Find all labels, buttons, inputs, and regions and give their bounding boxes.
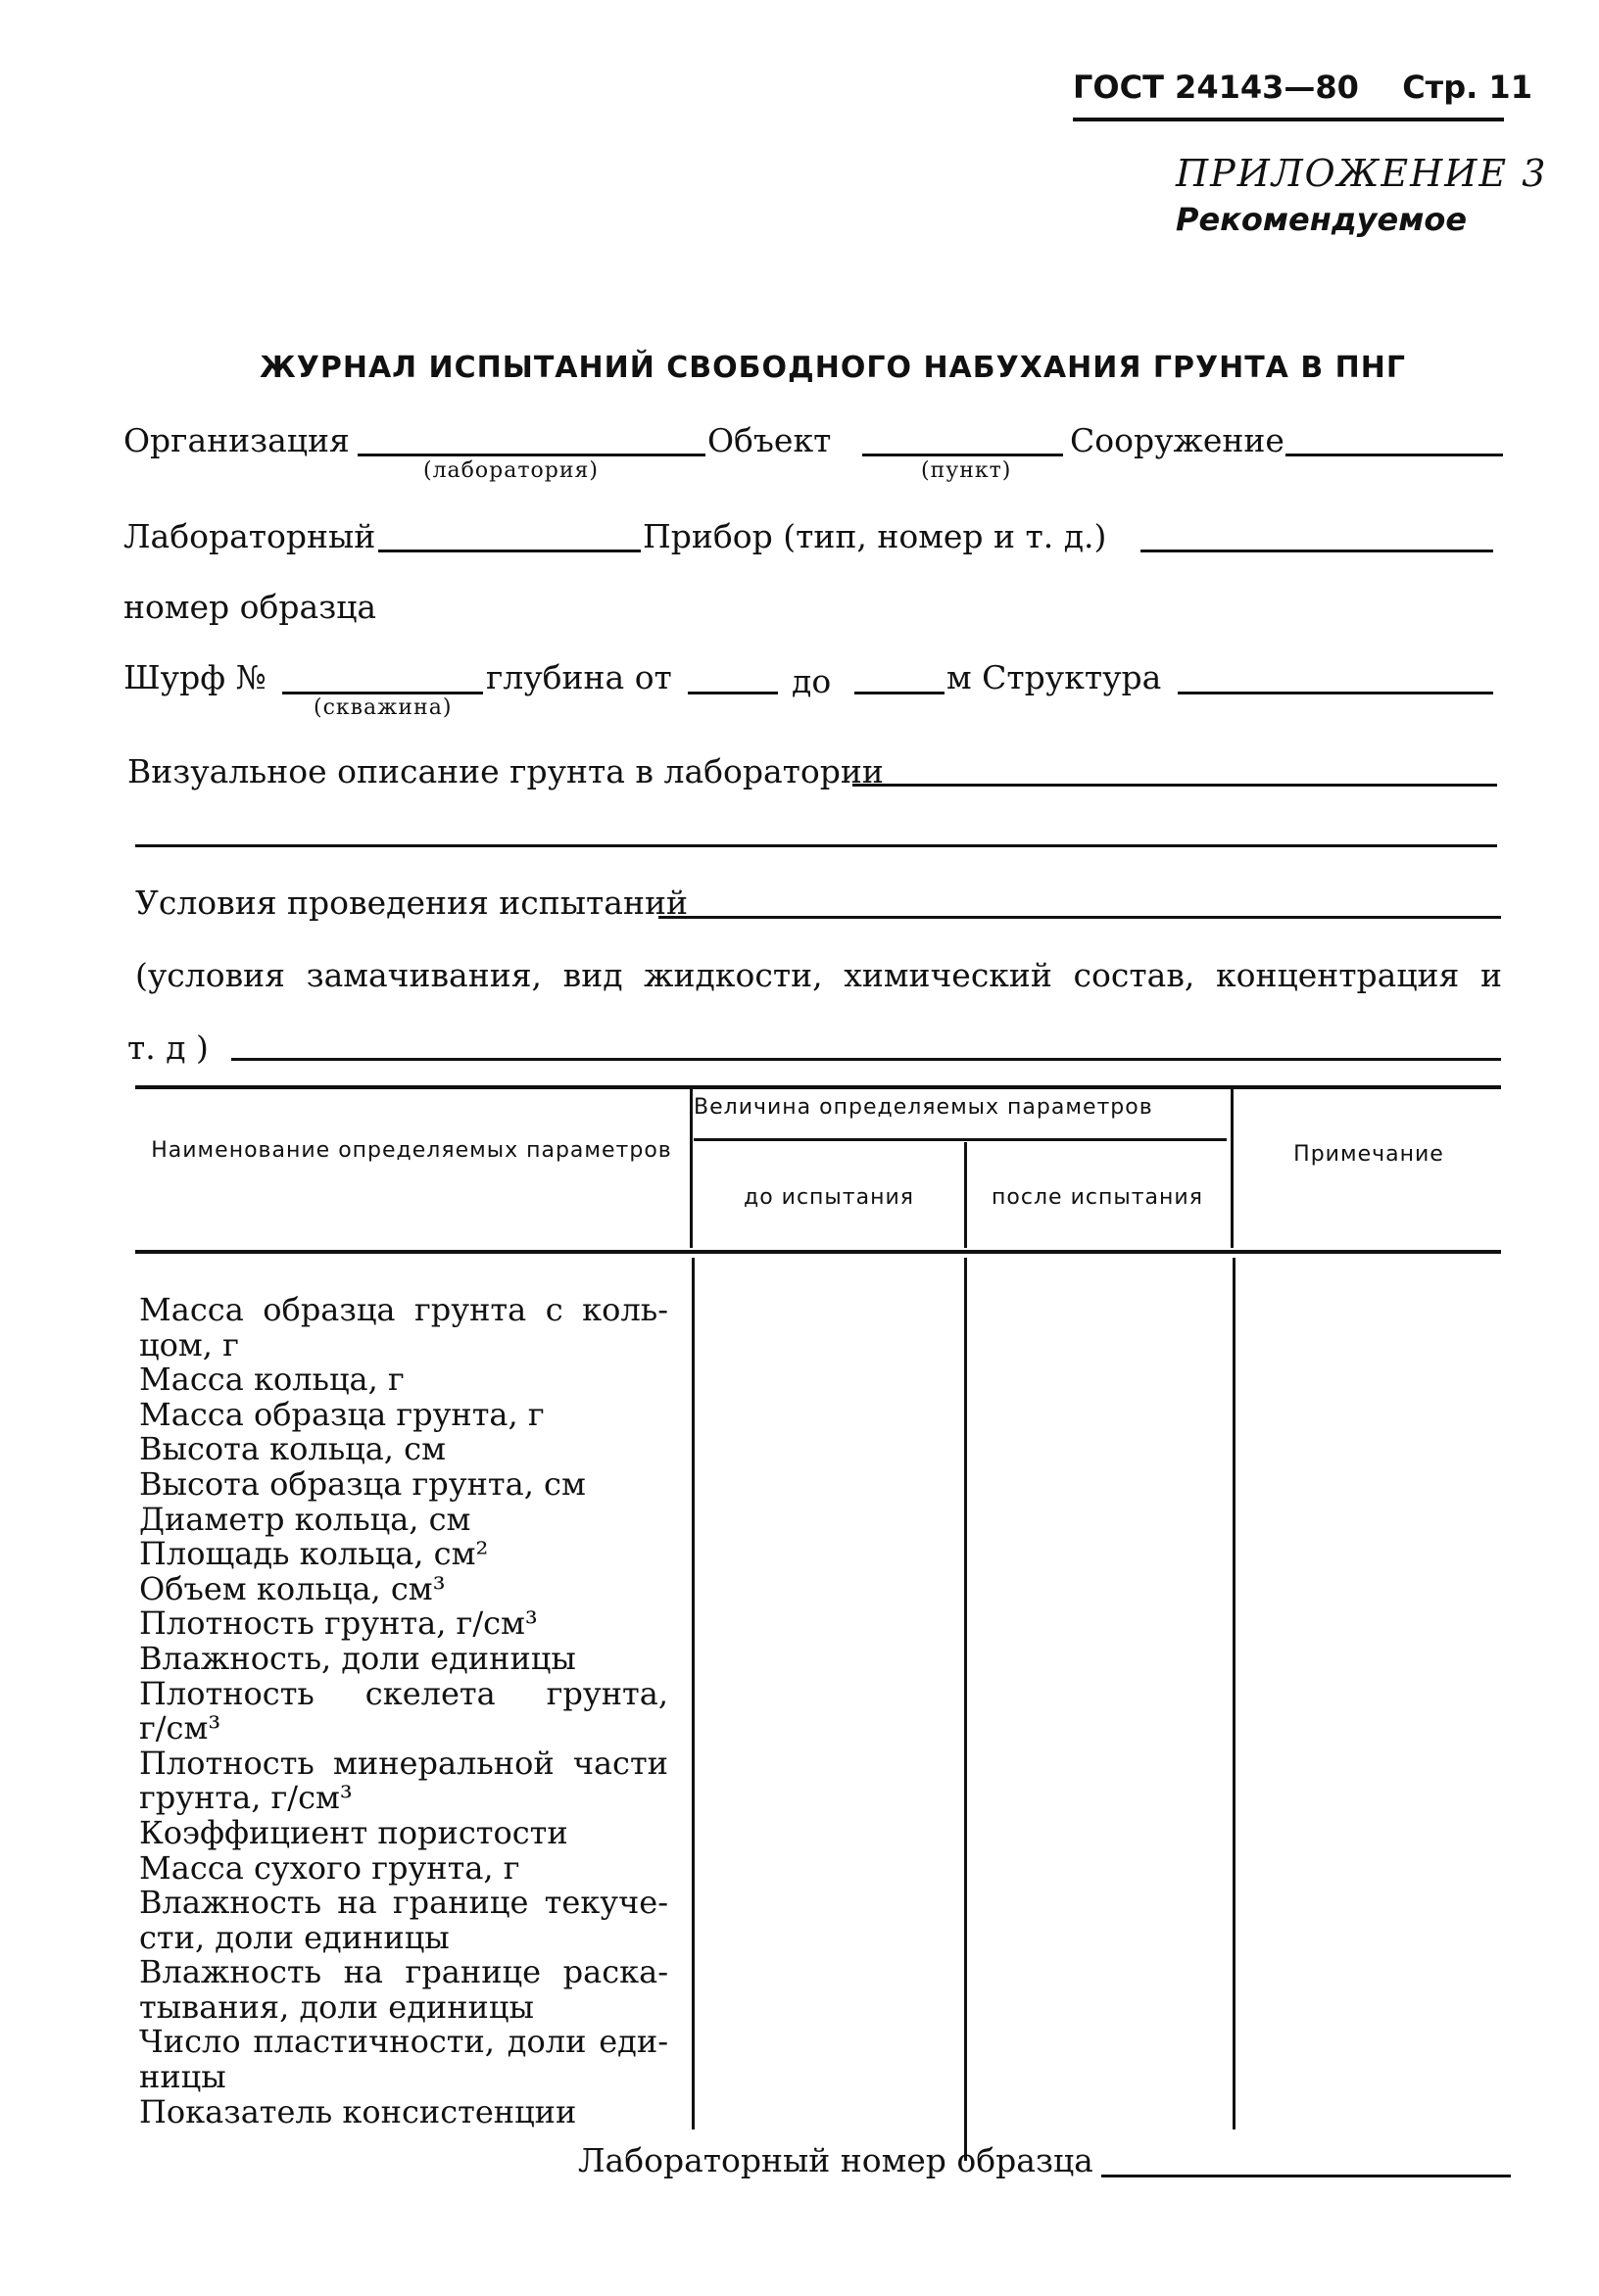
lab-number-field[interactable] — [378, 550, 641, 552]
table-row: тывания, доли единицы — [139, 1987, 534, 2026]
footer-sample-number-field[interactable] — [1101, 2175, 1511, 2177]
pit-label: Шурф № — [123, 658, 266, 696]
table-row: Коэффициент пористости — [139, 1813, 568, 1851]
table-row: Влажность, доли единицы — [139, 1639, 576, 1677]
organization-label: Организация — [123, 421, 350, 459]
header-divider-1 — [690, 1089, 693, 1248]
depth-from-field[interactable] — [688, 692, 778, 694]
sample-number-label: номер образца — [123, 588, 377, 626]
table-row: Показатель консистенции — [139, 2092, 577, 2130]
column-header-name: Наименование определяемых параметров — [151, 1138, 672, 1163]
conditions-note: (условия замачивания, вид жидкости, химический состав, концентрация и — [135, 956, 1502, 994]
depth-to-field[interactable] — [854, 692, 945, 694]
test-conditions-label: Условия проведения испытаний — [135, 884, 688, 922]
table-row: сти, доли единицы — [139, 1918, 450, 1956]
conditions-note-end: т. д ) — [127, 1028, 209, 1067]
object-field[interactable] — [862, 454, 1063, 456]
table-row: Диаметр кольца, см — [139, 1500, 471, 1538]
standard-header — [1073, 69, 1532, 106]
body-divider-1 — [692, 1258, 695, 2129]
visual-description-label: Визуальное описание грунта в лаборатории — [127, 752, 884, 790]
table-header-rule — [135, 1250, 1501, 1254]
header-divider-2 — [964, 1142, 967, 1248]
well-hint: (скважина) — [314, 695, 453, 720]
table-row: Плотность грунта, г/см³ — [139, 1604, 538, 1643]
organization-field[interactable] — [358, 454, 705, 456]
footer-sample-number-label: Лабораторный номер образца — [578, 2141, 1093, 2179]
meter-structure-label: м Структура — [946, 658, 1162, 696]
table-row: Влажность на границе раска- — [139, 1953, 668, 1991]
object-label: Объект — [707, 421, 832, 459]
conditions-field[interactable] — [231, 1058, 1501, 1061]
table-row: Масса образца грунта, г — [139, 1395, 545, 1433]
page-number: Стр. 11 — [1402, 69, 1532, 106]
body-divider-2 — [964, 1258, 967, 2161]
soil-structure-field[interactable] — [1178, 692, 1493, 694]
table-row: Высота образца грунта, см — [139, 1464, 586, 1503]
point-hint: (пункт) — [921, 458, 1012, 483]
test-conditions-field[interactable] — [658, 916, 1501, 919]
header-rule — [1073, 118, 1504, 121]
pit-field[interactable] — [282, 692, 483, 694]
column-header-values: Величина определяемых параметров — [694, 1095, 1153, 1120]
table-top-rule — [135, 1085, 1501, 1089]
device-label: Прибор (тип, номер и т. д.) — [643, 517, 1107, 555]
appendix-note: Рекомендуемое — [1176, 201, 1468, 238]
visual-description-field-2[interactable] — [135, 844, 1497, 847]
page-title: ЖУРНАЛ ИСПЫТАНИЙ СВОБОДНОГО НАБУХАНИЯ ГРУНТА В ПНГ — [260, 351, 1406, 385]
table-row: Число пластичности, доли еди- — [139, 2023, 668, 2061]
body-divider-3 — [1233, 1258, 1236, 2129]
table-row: г/см³ — [139, 1709, 221, 1747]
lab-label: Лабораторный — [123, 517, 376, 555]
table-row: Масса образца грунта с коль- — [139, 1291, 668, 1328]
table-row: цом, г — [139, 1325, 239, 1363]
table-row: Высота кольца, см — [139, 1430, 446, 1468]
table-row: Объем кольца, см³ — [139, 1569, 446, 1607]
table-row: Масса сухого грунта, г — [139, 1848, 520, 1887]
parameter-list — [139, 1293, 668, 2129]
column-header-after: после испытания — [992, 1185, 1203, 1210]
appendix-title: ПРИЛОЖЕНИЕ 3 — [1176, 152, 1548, 195]
standard-code: ГОСТ 24143—80 — [1073, 69, 1359, 106]
table-row: Плотность скелета грунта, — [139, 1674, 668, 1712]
visual-description-field[interactable] — [852, 784, 1497, 787]
table-row: Масса кольца, г — [139, 1361, 405, 1399]
structure-field[interactable] — [1285, 454, 1503, 456]
table-row: ницы — [139, 2058, 226, 2096]
structure-label: Сооружение — [1070, 421, 1284, 459]
table-row: Плотность минеральной части — [139, 1744, 668, 1782]
laboratory-hint: (лаборатория) — [423, 458, 599, 483]
depth-from-label: глубина от — [486, 658, 672, 696]
column-header-before: до испытания — [743, 1185, 915, 1210]
header-divider-3 — [1231, 1089, 1234, 1248]
values-header-rule — [694, 1138, 1227, 1141]
column-header-note: Примечание — [1293, 1142, 1444, 1167]
depth-to-label: до — [792, 662, 832, 700]
table-row: Площадь кольца, см² — [139, 1535, 489, 1573]
device-field[interactable] — [1140, 550, 1493, 552]
table-row: грунта, г/см³ — [139, 1779, 353, 1817]
table-row: Влажность на границе текуче- — [139, 1884, 668, 1922]
